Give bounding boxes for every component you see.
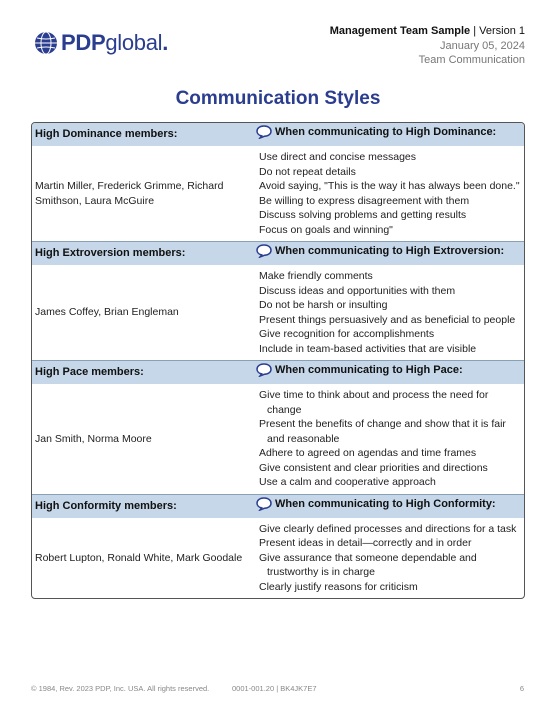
section-header (32, 123, 524, 146)
member-names (32, 384, 257, 494)
members-label: High Conformity members: (35, 499, 177, 512)
communication-tip: Give consistent and clear priorities and directions (259, 461, 488, 474)
communication-tip: Adhere to agreed on agendas and time frames (259, 447, 477, 459)
members-label: High Pace members: (35, 366, 144, 378)
advice-label: When communicating to High Conformity: (275, 497, 496, 510)
communication-tip: Give clearly defined processes and directions for a task (259, 522, 517, 535)
member-names (32, 518, 257, 599)
communication-table (31, 122, 525, 599)
member-names-text: Robert Lupton, Ronald White, Mark Goodale (35, 551, 243, 564)
globe-icon (34, 31, 58, 55)
speech-bubble-icon (256, 363, 272, 377)
communication-tip: Present ideas in detail—correctly and in order (259, 537, 472, 549)
communication-tip: Use a calm and cooperative approach (259, 476, 436, 488)
member-names (32, 265, 257, 360)
member-names-text: James Coffey, Brian Engleman (35, 306, 179, 319)
communication-tip: Discuss solving problems and getting results (259, 209, 467, 221)
communication-tip: Give recognition for accomplishments (259, 328, 435, 340)
report-date: January 05, 2024 (439, 39, 525, 52)
advice-label: When communicating to High Pace: (275, 364, 463, 376)
section-body (32, 146, 524, 241)
section-body (32, 265, 524, 360)
advice-label: When communicating to High Dominance: (275, 126, 497, 138)
section-header (32, 494, 524, 518)
section-body (32, 384, 524, 494)
member-names-text: Jan Smith, Norma Moore (35, 432, 152, 445)
speech-bubble-icon (256, 125, 272, 139)
advice-label-wrap (256, 497, 496, 511)
section-header (32, 241, 524, 265)
logo-suffix: . (162, 30, 169, 55)
member-names (32, 146, 257, 241)
advice-label: When communicating to High Extroversion: (275, 245, 505, 257)
report-name: Management Team Sample (329, 25, 471, 37)
report-name-line (330, 24, 525, 39)
logo-light: global (105, 30, 163, 55)
tip-list (257, 384, 524, 494)
communication-tip: Give time to think about and process the need for change (259, 389, 489, 416)
report-version: Version 1 (479, 25, 525, 37)
communication-tip: Discuss ideas and opportunities with them (259, 284, 456, 297)
communication-tip: Include in team-based activities that are visible (259, 342, 477, 355)
section-body (32, 518, 524, 599)
footer-copyright: © 1984, Rev. 2023 PDP, Inc. USA. All rights reserved. (31, 684, 210, 693)
communication-tip: Present things persuasively and as beneficial to people (259, 313, 516, 326)
report-header (330, 24, 525, 68)
tip-list (257, 518, 524, 599)
communication-tip: Give assurance that someone dependable and trustworthy is in charge (259, 551, 477, 578)
pdp-global-logo (34, 29, 168, 57)
tip-list (257, 265, 524, 360)
advice-label-wrap (256, 125, 496, 139)
logo-text (61, 30, 168, 56)
communication-tip: Clearly justify reasons for criticism (259, 580, 418, 593)
page-number: 6 (519, 684, 524, 693)
tip-list (257, 146, 524, 241)
logo-bold: PDP (61, 30, 106, 55)
footer-code: 0001-001.20 | BK4JK7E7 (232, 684, 317, 693)
speech-bubble-icon (256, 244, 272, 258)
communication-tip: Present the benefits of change and show that it is fair and reasonable (259, 418, 506, 445)
communication-tip: Avoid saying, "This is the way it has always been done." (259, 180, 520, 192)
communication-tip: Use direct and concise messages (259, 151, 416, 163)
communication-tip: Make friendly comments (259, 270, 373, 282)
section-header (32, 360, 524, 384)
page-title: Communication Styles (175, 88, 381, 109)
advice-label-wrap (256, 363, 463, 377)
speech-bubble-icon (256, 497, 272, 511)
report-section: Team Communication (418, 54, 525, 66)
communication-tip: Do not repeat details (259, 165, 356, 178)
advice-label-wrap (256, 244, 504, 258)
header-separator: | (470, 25, 480, 37)
communication-tip: Be willing to express disagreement with them (259, 194, 470, 207)
communication-tip: Focus on goals and winning" (259, 223, 393, 236)
member-names-text: Martin Miller, Frederick Grimme, Richard Smithson, Laura McGuire (35, 180, 224, 207)
members-label: High Dominance members: (35, 128, 178, 140)
members-label: High Extroversion members: (35, 247, 186, 259)
communication-tip: Do not be harsh or insulting (259, 299, 388, 311)
